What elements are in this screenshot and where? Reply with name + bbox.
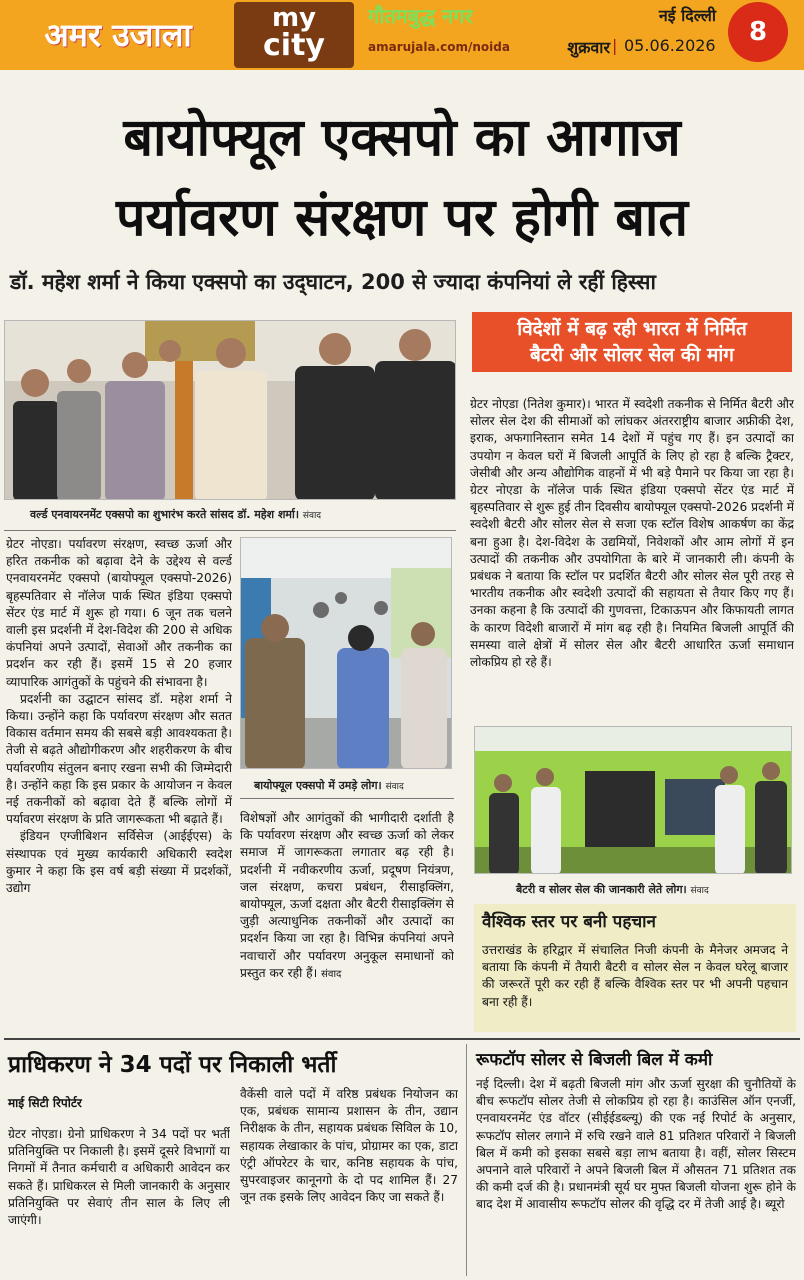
lead-headline-line2: पर्यावरण संरक्षण पर होगी बात xyxy=(115,187,689,248)
solar-stall-photo-art xyxy=(475,727,792,874)
inauguration-photo xyxy=(4,320,456,500)
solar-stall-caption xyxy=(516,882,786,897)
issue-date: 05.06.2026 xyxy=(624,36,716,55)
lead-column-2 xyxy=(240,810,454,1032)
rooftop-solar-body xyxy=(476,1076,796,1276)
column-divider xyxy=(466,1044,467,1276)
recruitment-column-2 xyxy=(240,1086,458,1276)
crowd-caption-credit: संवाद xyxy=(385,782,404,792)
lead-col2-text xyxy=(240,810,454,983)
lead-col2-body: विशेषज्ञों और आगंतुकों की भागीदारी दर्शाती है कि पर्यावरण संरक्षण और स्वच्छ ऊर्जा को लेकर समाज में जागरूकता लगातार बढ़ रही है। प्रदर्शनी में नवीकरणीय ऊर्जा, प्रदूषण नियंत्रण, जल संरक्षण, कचरा प्रबंधन, रीसाइक्लिंग, बायोफ्यूल, ऊर्जा दक्षता और बैटरी रीसाइक्लिंग से जुड़ी अत्याधुनिक तकनीकों और उत्पादों का प्रदर्शन किया जा रहा है। विभिन्न कंपनियां अपने नवाचारों और पर्यावरण अनुकूल समाधानों को प्रस्तुत कर रही हैं। xyxy=(240,811,454,980)
mycity-city: city xyxy=(263,28,325,63)
inauguration-caption-text: वर्ल्ड एनवायरनमेंट एक्सपो का शुभारंभ करते सांसद डॉ. महेश शर्मा। xyxy=(30,508,300,521)
edition-label: गौतमबुद्ध नगर xyxy=(368,4,473,28)
solar-stall-photo xyxy=(474,726,792,874)
side-story-headline xyxy=(472,312,792,372)
lead-col1-para1: ग्रेटर नोएडा। पर्यावरण संरक्षण, स्वच्छ ऊर्जा और हरित तकनीक को बढ़ावा देने के उद्देश्य से वर्ल्ड एनवायरनमेंट एक्सपो (बायोफ्यूल एक्सपो-2026) बृहस्पतिवार से नॉलेज पार्क स्थित इंडिया एक्सपो सेंटर एंड मार्ट में शुरू हो गया। 6 जून तक चलने वाली इस प्रदर्शनी में देश-विदेश की 200 से अधिक कंपनियां अपने उत्पादों, सेवाओं और तकनीक का प्रदर्शन कर रही हैं। इसमें 15 से 20 हजार व्यापारिक आगंतुकों के पहुंचने की संभावना है। xyxy=(6,537,232,689)
paper-logo: अमर उजाला xyxy=(44,16,192,54)
side-headline-line2: बैटरी और सोलर सेल की मांग xyxy=(529,344,735,366)
mycity-my: my xyxy=(271,3,317,33)
issue-day: शुक्रवार xyxy=(567,38,610,57)
rooftop-solar-body-text: नई दिल्ली। देश में बढ़ती बिजली मांग और ऊर्जा सुरक्षा की चुनौतियों के बीच रूफटॉप सोलर तेजी से लोकप्रिय हो रहा है। काउंसिल ऑन एनर्जी, एनवायरनमेंट एंड वॉटर (सीईईडब्ल्यू) की एक नई रिपोर्ट के अनुसार, रूफटॉप सोलर लगाने में रुचि रखने वाले 81 प्रतिशत परिवारों ने बिजली बिल में कमी को इसका सबसे बड़ा लाभ बताया है। वहीं, सोलर सिस्टम अपनाने वाले परिवारों ने अपने बिजली बिल में औसतन 71 प्रतिशत तक की कमी दर्ज की है। प्रधानमंत्री सूर्य घर मुफ्त बिजली योजना शुरू होने के बाद देश में आवासीय रूफटॉप सोलर की वृद्धि दर में तेजी आई है। xyxy=(476,1077,796,1212)
crowd-caption-text: बायोफ्यूल एक्सपो में उमड़े लोग। xyxy=(254,779,382,792)
recruitment-headline: प्राधिकरण ने 34 पदों पर निकाली भर्ती xyxy=(8,1052,337,1078)
lead-col1-para2: प्रदर्शनी का उद्घाटन सांसद डॉ. महेश शर्मा ने किया। उन्होंने कहा कि पर्यावरण संरक्षण और सतत विकास वर्तमान समय की सबसे बड़ी आवश्यकता है। तेजी से बढ़ते औद्योगीकरण और शहरीकरण के बीच पर्यावरणीय संतुलन बनाए रखना सभी की जिम्मेदारी है। उन्होंने कहा कि इस प्रकार के आयोजन न केवल नई तकनीकों को बढ़ावा देते हैं बल्कि लोगों में पर्यावरण संरक्षण के प्रति जागरूकता भी बढ़ाते हैं। xyxy=(6,691,232,827)
solar-caption-credit: संवाद xyxy=(690,886,709,896)
lead-col2-credit: संवाद xyxy=(321,968,342,980)
side-story-body xyxy=(470,396,794,712)
inauguration-photo-art xyxy=(5,321,456,500)
caption-divider-2 xyxy=(240,798,454,799)
section-divider xyxy=(4,1038,800,1040)
website-url: amarujala.com/noida xyxy=(368,40,510,54)
rooftop-solar-headline: रूफटॉप सोलर से बिजली बिल में कमी xyxy=(476,1050,713,1070)
recruitment-byline: माई सिटी रिपोर्टर xyxy=(8,1096,82,1110)
date-separator: | xyxy=(612,36,618,55)
global-identity-box xyxy=(474,904,796,1032)
inauguration-caption-credit: संवाद xyxy=(302,511,322,521)
recruitment-col2-text: वैकेंसी वाले पदों में वरिष्ठ प्रबंधक नियोजन का एक, प्रबंधक सामान्य प्रशासन के तीन, उद्यान निरीक्षक के तीन, सहायक प्रबंधक सिविल के 10, सहायक लेखाकार के पांच, प्रोग्रामर का एक, डाटा एंट्री ऑपरेटर के चार, कनिष्ठ सहायक के पांच, सुपरवाइजर कानूनगो के दो पद शामिल हैं। 27 जून तक इसके लिए आवेदन किए जा सकते हैं। xyxy=(240,1087,458,1205)
lead-col1-para3: इंडियन एग्जीबिशन सर्विसेज (आईईएस) के संस्थापक एवं मुख्य कार्यकारी अधिकारी स्वदेश कुमार ने कहा कि इस वर्ष बड़ी संख्या में प्रदर्शकों, उद्योग xyxy=(6,829,232,896)
lead-column-1 xyxy=(6,536,232,1030)
recruitment-col1-text: ग्रेटर नोएडा। ग्रेनो प्राधिकरण ने 34 पदों पर भर्ती प्रतिनियुक्ति पर निकाली है। इसमें दूसरे विभागों या निगमों में तैनात कर्मचारी व अधिकारी आवेदन कर सकते हैं। प्राधिकरल से मिली जानकारी के अनुसार प्रतिनियुक्ति पर सेवाएं तीन साल के लिए ली जाएंगी। xyxy=(8,1127,230,1228)
page-number-badge: 8 xyxy=(728,2,788,62)
inauguration-photo-caption xyxy=(30,507,450,522)
crowd-photo-caption xyxy=(254,778,454,793)
mycity-logo xyxy=(234,2,354,68)
crowd-photo xyxy=(240,537,452,769)
lead-headline-line1: बायोफ्यूल एक्सपो का आगाज xyxy=(123,107,681,168)
global-box-body: उत्तराखंड के हरिद्वार में संचालित निजी कंपनी के मैनेजर अमजद ने बताया कि कंपनी में तैयारी बैटरी व सोलर सेल न केवल घरेलू बाजार की जरूरतें पूरी कर रही हैं बल्कि वैश्विक स्तर पर भी अपनी पहचान बना रही हैं। xyxy=(482,943,788,1009)
solar-caption-text: बैटरी व सोलर सेल की जानकारी लेते लोग। xyxy=(516,883,687,896)
edition-place: नई दिल्ली xyxy=(658,6,716,25)
global-box-title: वैश्विक स्तर पर बनी पहचान xyxy=(482,912,656,932)
rooftop-solar-credit: ब्यूरो xyxy=(765,1197,785,1212)
side-story-text: ग्रेटर नोएडा (नितेश कुमार)। भारत में स्वदेशी तकनीक से निर्मित बैटरी और सोलर सेल देश की सीमाओं को लांघकर अंतरराष्ट्रीय बाजार अफ्रीकी देश, इराक, अफगानिस्तान समेत 14 देशों में पहुंच गए हैं। इन उत्पादों का उपयोग न केवल घरों में बिजली आपूर्ति के लिए हो रहा है बल्कि ट्रैक्टर, जेसीबी और अन्य औद्योगिक वाहनों में भी बड़े पैमाने पर किया जा रहा है। ग्रेटर नोएडा के नॉलेज पार्क स्थित इंडिया एक्सपो सेंटर एंड मार्ट में बृहस्पतिवार से शुरू हुई तीन दिवसीय बायोफ्यूल एक्सपो-2026 प्रदर्शनी में स्वदेशी बैटरी और सोलर सेल से सजा एक स्टॉल विशेष आकर्षण का केंद्र बना हुआ है। देश-विदेश के उद्यमियों, निवेशकों और आम लोगों में इन उत्पादों की तकनीक और उपयोगिता के बारे में जानकारी ली। कंपनी के प्रबंधक ने बताया कि स्टॉल पर प्रदर्शित बैटरी और सोलर सेल पूरी तरह से भारतीय तकनीक और स्वदेशी उत्पादों की सहायता से तैयार किए गए हैं। उनका कहना है कि उत्पादों की गुणवत्ता, टिकाऊपन और किफायती लागत के कारण विदेशी बाजारों में मांग बढ़ रही है। नियमित बिजली आपूर्ति की समस्या वाले क्षेत्रों में सोलर सेल और बैटरी आधारित ऊर्जा समाधान लोकप्रिय हो रहे हैं। xyxy=(470,397,794,670)
lead-subheadline: डॉ. महेश शर्मा ने किया एक्सपो का उद्‌घाटन, 200 से ज्यादा कंपनियां ले रहीं हिस्सा xyxy=(10,270,656,294)
crowd-photo-art xyxy=(241,538,452,769)
side-headline-line1: विदेशों में बढ़ रही भारत में निर्मित xyxy=(517,318,747,340)
recruitment-column-1 xyxy=(8,1126,230,1276)
rooftop-solar-text xyxy=(476,1076,796,1214)
caption-divider xyxy=(4,530,456,531)
